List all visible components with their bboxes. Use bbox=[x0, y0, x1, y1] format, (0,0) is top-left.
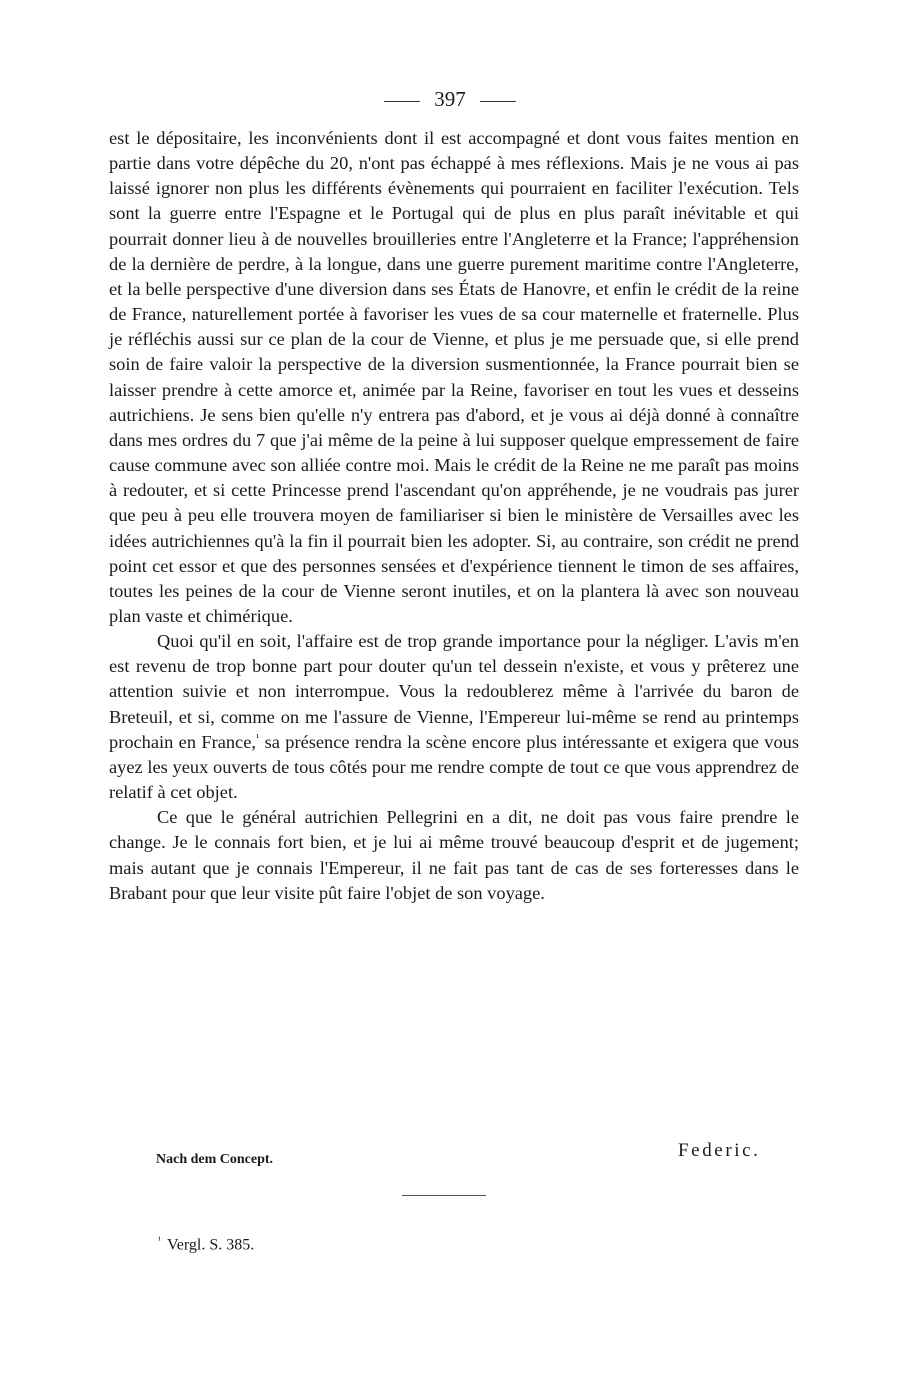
page-number: 397 bbox=[434, 87, 466, 111]
paragraph-3: Ce que le général autrichien Pellegrini en a dit, ne doit pas vous faire prendre le change. Je le connais fort bien, et je lui ai même trouvé beaucoup d'esprit et de jugement; mais autant que je connais l'Empereur, il ne fait pas tant de cas de ses forteresses dans le Brabant pour que leur visite pût faire l'objet de son voyage. bbox=[109, 807, 799, 903]
signature: Federic. bbox=[678, 1140, 761, 1161]
paragraph-1: est le dépositaire, les inconvénients dont il est accompagné et dont vous faites mention en partie dans votre dépêche du 20, n'ont pas échappé à mes réflexions. Mais je ne vous ai pas laissé ignorer non plus les différents évènements qui pourraient en faciliter l'exécution. Tels sont la guerre entre l'Espagne et le Portugal qui de plus en plus paraît inévitable et qui pourrait donner lieu à de nouvelles brouilleries entre l'Angleterre et la France; l'appréhension de la dernière de perdre, à la longue, dans une guerre purement maritime contre l'Angleterre, et la belle perspective d'une diversion dans ses États de Hanovre, et enfin le crédit de la reine de France, naturellement portée à favoriser les vues de sa cour maternelle et fraternelle. Plus je réfléchis aussi sur ce plan de la cour de Vienne, et plus je me persuade que, si elle prend soin de faire valoir la perspective de la diversion susmentionnée, la France pourrait bien se laisser prendre à cette amorce et, animée par la Reine, favoriser en tout les vues et desseins autrichiens. Je sens bien qu'elle n'y entrera pas d'abord, et je vous ai déjà donné à connaître dans mes ordres du 7 que j'ai même de la peine à lui supposer quelque empressement de faire cause commune avec son alliée contre moi. Mais le crédit de la Reine ne me paraît pas moins à redouter, et si cette Princesse prend l'ascendant qu'on appréhende, je ne voudrais pas jurer que peu à peu elle trouvera moyen de familiariser si bien le ministère de Versailles avec les idées autrichiennes qu'à la fin il pourrait bien les adopter. Si, au contraire, son crédit ne prend point cet essor et que des personnes sensées et d'expérience tiennent le timon de ses affaires, toutes les peines de la cour de Vienne seront inutiles, et on la plantera là avec son nouveau plan vaste et chimérique. bbox=[109, 128, 799, 626]
paragraph-2 bbox=[109, 629, 799, 805]
page-number-header bbox=[0, 84, 900, 114]
letter-body bbox=[109, 126, 799, 906]
paragraph-2-text-before-note: Quoi qu'il en soit, l'affaire est de trop grande importance pour la négliger. L'avis m'en est revenu de trop bonne part pour douter qu'un tel dessein n'existe, et vous y prêterez une attention suivie et non interrompue. Vous la redoublerez même à l'arrivée du baron de Breteuil, et si, comme on me l'assure de Vienne, l'Empereur lui-même se rend au printemps prochain en France, bbox=[109, 631, 799, 752]
paragraph-2-text-after-note: sa présence rendra la scène encore plus intéressante et exigera que vous ayez les yeux ouverts de tous côtés pour me rendre compte de tout ce que vous apprendrez de relatif à cet objet. bbox=[109, 731, 800, 803]
source-note: Nach dem Concept. bbox=[156, 1152, 274, 1167]
footnote-reference: ¹ bbox=[255, 731, 260, 744]
footnote-text: Vergl. S. 385. bbox=[167, 1236, 255, 1254]
footnote bbox=[158, 1235, 254, 1254]
header-dash-left bbox=[384, 101, 420, 102]
footnote-divider bbox=[402, 1195, 486, 1196]
footnote-mark: ¹ bbox=[158, 1235, 161, 1246]
header-dash-right bbox=[480, 101, 516, 102]
